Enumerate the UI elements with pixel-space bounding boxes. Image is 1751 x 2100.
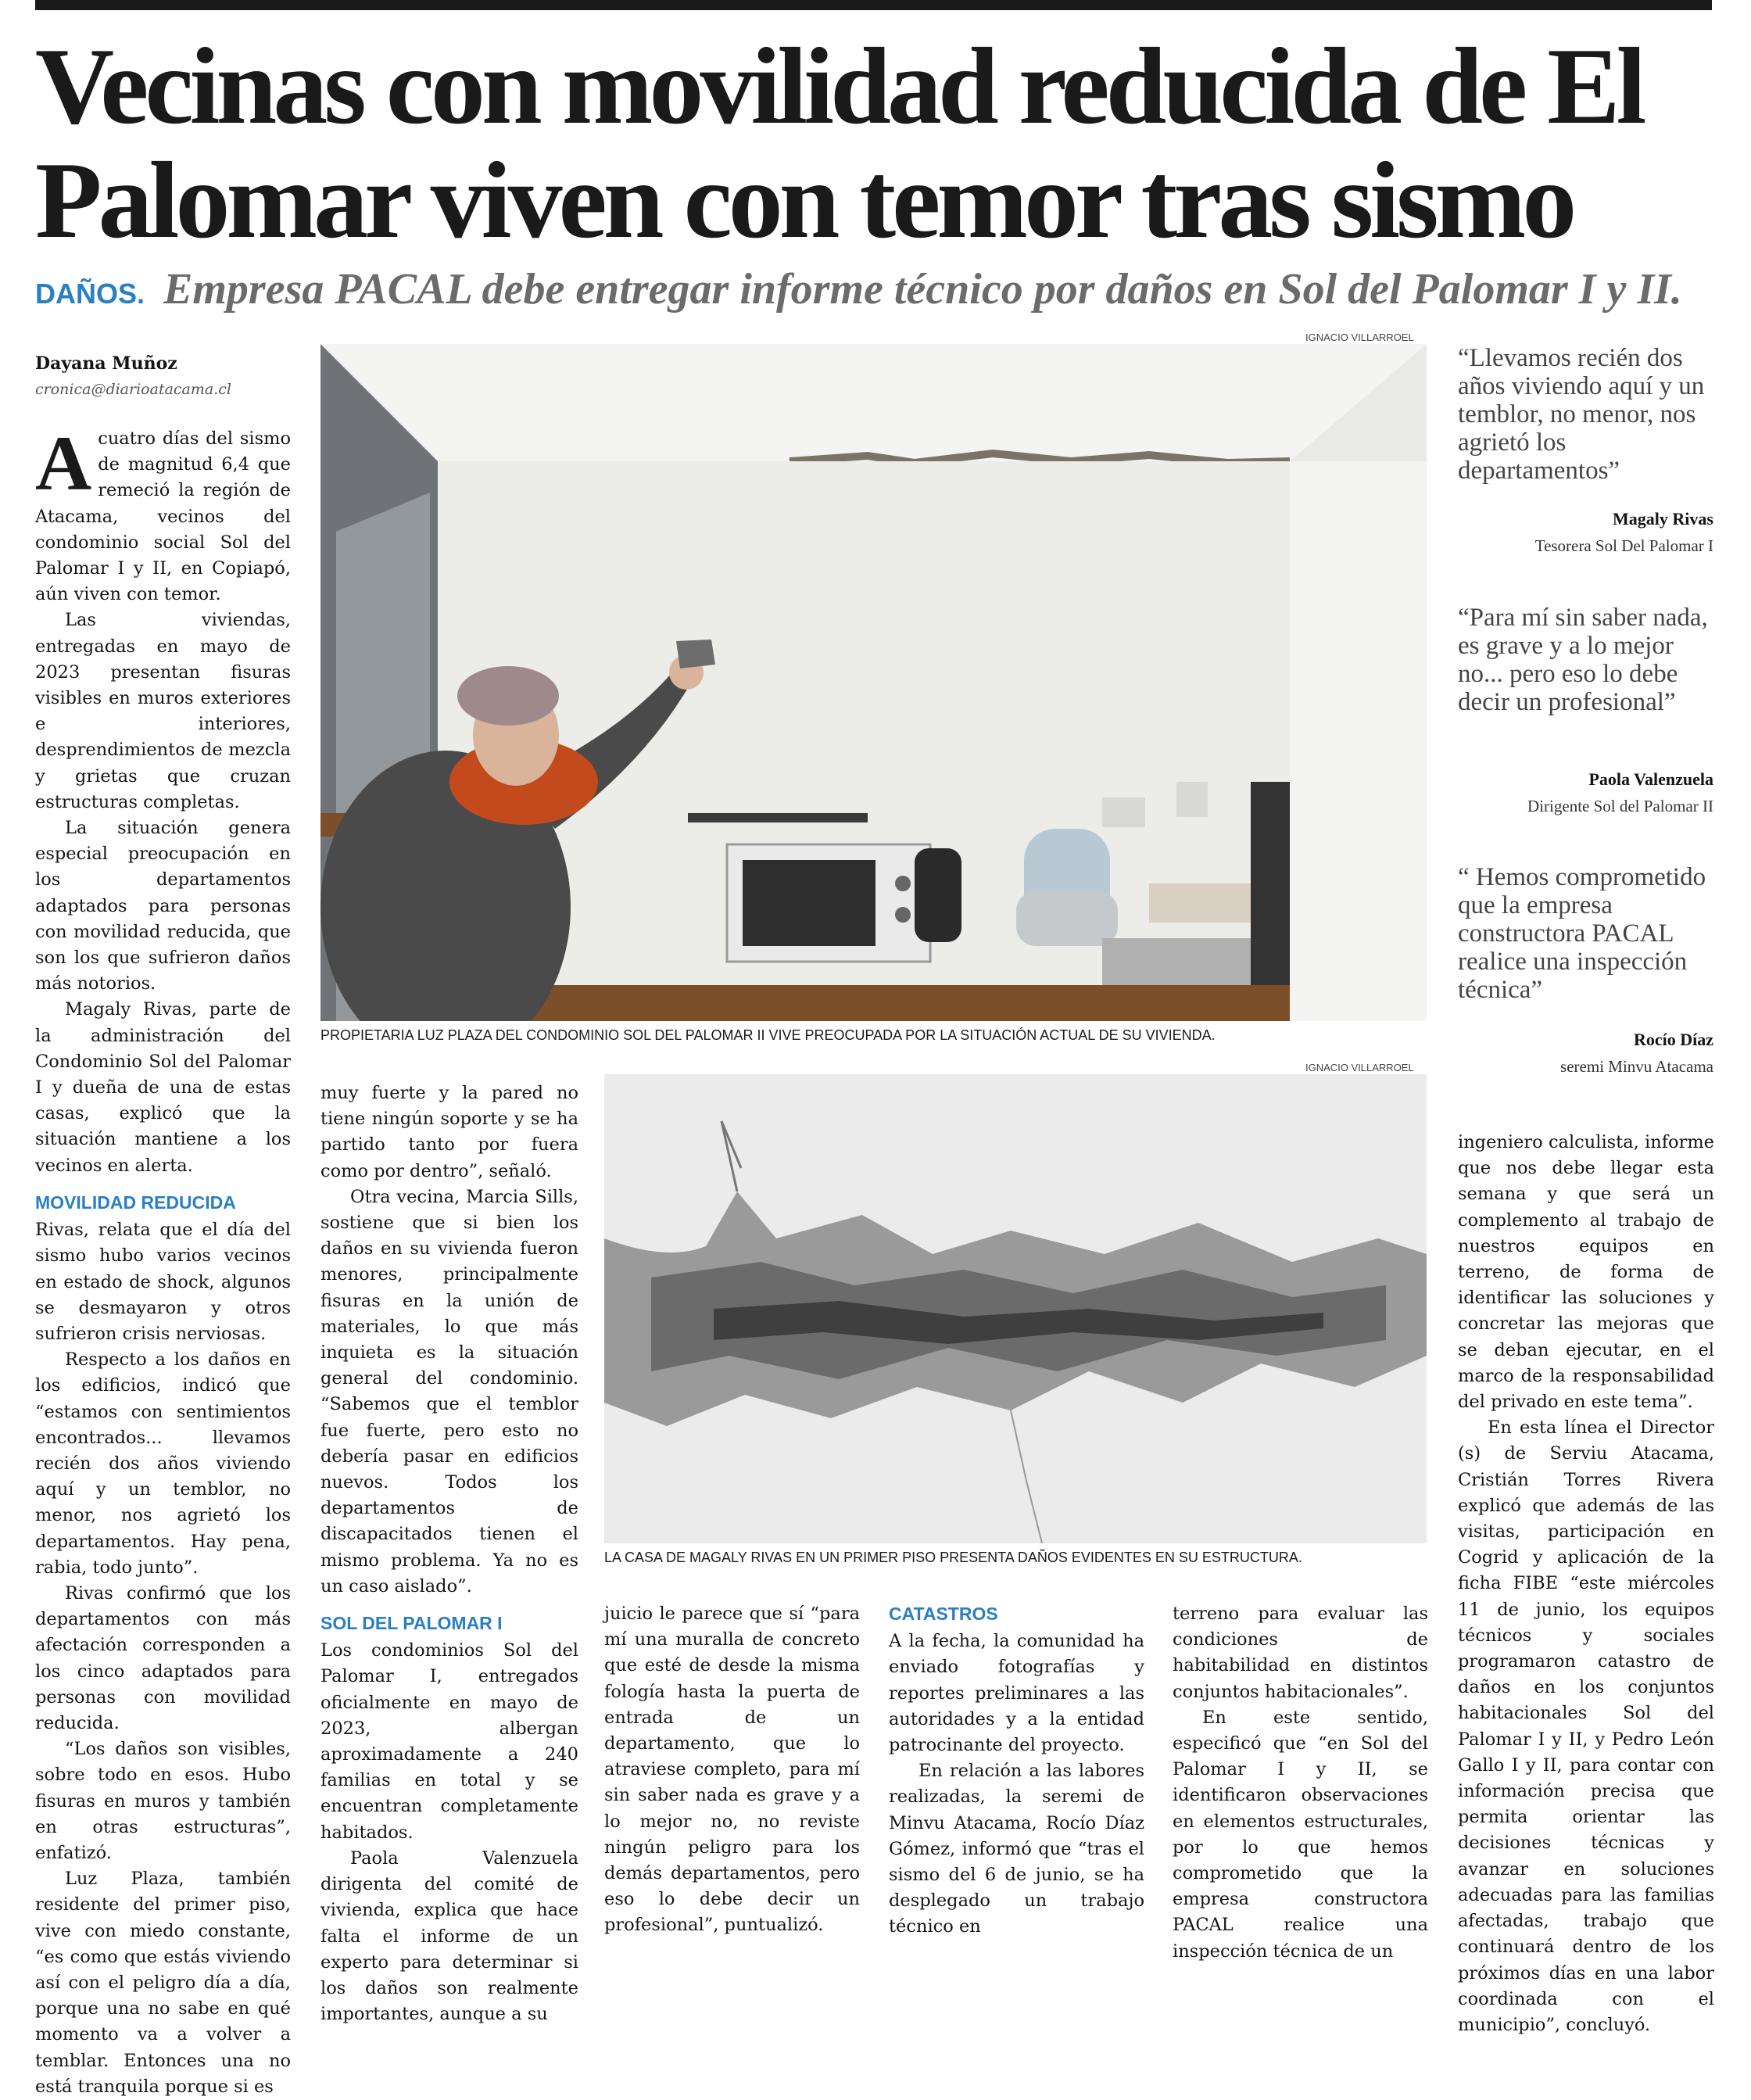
paragraph: En relación a las labores realizadas, la seremi de Minvu Atacama, Rocío Díaz Gómez, informó que “tras el sismo del 6 de junio, se ha desplegado un trabajo técnico en (889, 1761, 1144, 1937)
subhead-sol-del-palomar: SOL DEL PALOMAR I (320, 1613, 503, 1634)
quote-3-role: seremi Minvu Atacama (1560, 1057, 1713, 1076)
quote-1-name: Magaly Rivas (1613, 509, 1713, 529)
photo-caption-bottom: LA CASA DE MAGALY RIVAS EN UN PRIMER PISO PRESENTA DAÑOS EVIDENTES EN SU ESTRUCTURA. (604, 1550, 1302, 1565)
paragraph: terreno para evaluar las condiciones de habitabilidad en distintos conjuntos habitacionales”. (1173, 1604, 1428, 1702)
lead-paragraph: Acuatro días del sismo de magnitud 6,4 que remeció la región de Atacama, vecinos del condominio social Sol del Palomar I y II, en Copiapó, aún viven con temor. (35, 420, 291, 605)
paragraph: Los condominios Sol del Palomar I, entregados oficialmente en mayo de 2023, albergan aproximadamente a 240 familias en total y se encuentran completamente habitados. (320, 1640, 578, 1843)
paragraph: La situación genera especial preocupación en los departamentos adaptados para personas con movilidad reducida, que son los que sufrieron daños más notorios. (35, 818, 291, 994)
photo-wall-crack (604, 1074, 1427, 1543)
byline-author: Dayana Muñoz (35, 353, 177, 374)
headline: Vecinas con movilidad reducida de El Palomar viven con temor tras sismo (35, 26, 1643, 261)
body-column-4 (889, 1601, 1144, 1941)
photo-credit-bottom: IGNACIO VILLARROEL (1305, 1062, 1414, 1073)
photo-caption-top: PROPIETARIA LUZ PLAZA DEL CONDOMINIO SOL DEL PALOMAR II VIVE PREOCUPADA POR LA SITUACIÓN ACTUAL DE SU VIVIENDA. (320, 1027, 1216, 1043)
paragraph: Magaly Rivas, parte de la administración del Condominio Sol del Palomar I y dueña de una de estas casas, explicó que la situación mantiene a los vecinos en alerta. (35, 999, 291, 1176)
subhead-catastros: CATASTROS (889, 1604, 998, 1624)
paragraph: Respecto a los daños en los edificios, indicó que “estamos con sentimientos encontrados... llevamos recién dos años viviendo aquí y un temblor, no menor, nos agrietó los departamentos. Hay pena, rabia, todo junto”. (35, 1349, 291, 1578)
section-tag: DAÑOS. (35, 278, 145, 310)
paragraph: En esta línea el Director (s) de Serviu Atacama, Cristián Torres Rivera explicó que además de las visitas, participación en Cogrid y aplicación de la ficha FIBE “este miércoles 11 de junio, los equipos técnicos y sociales programaron catastro de daños en los conjuntos habitacionales Sol del Palomar I y II, y Pedro León Gallo I y II, para contar con información precisa que permita orientar las decisiones técnicas y avanzar en soluciones adecuadas para las familias afectadas, trabajo que continuará dentro de los próximos días en una labor coordinada con el municipio”, concluyó. (1458, 1417, 1714, 2035)
paragraph: Paola Valenzuela dirigenta del comité de vivienda, explica que hace falta el informe de un experto para determinar si los daños son realmente importantes, aunque a su (320, 1847, 578, 2025)
deck (35, 264, 1716, 314)
body-column-2 (320, 1080, 578, 2027)
paragraph: muy fuerte y la pared no tiene ningún soporte y se ha partido tanto por fuera como por dentro”, señaló. (320, 1083, 578, 1181)
deck-text: Empresa PACAL debe entregar informe técnico por daños en Sol del Palomar I y II. (163, 265, 1682, 314)
paragraph: “Los daños son visibles, sobre todo en esos. Hubo fisuras en muros y también en otras estructuras”, enfatizó. (35, 1739, 291, 1863)
photo-credit-top: IGNACIO VILLARROEL (1305, 331, 1414, 343)
paragraph: En este sentido, especificó que “en Sol del Palomar I y II, se identificaron observaciones en elementos estructurales, por lo que hemos comprometido que la empresa constructora PACAL realice una inspección técnica de un (1173, 1707, 1428, 1962)
body-column-1 (35, 420, 291, 2100)
quote-3-name: Rocío Díaz (1633, 1030, 1713, 1049)
paragraph: juicio le parece que sí “para mí una muralla de concreto que esté de desde la misma fología hasta la puerta de entrada de un departamento, que lo atraviese completo, para mí sin saber nada es grave y a lo mejor no, no reviste ningún peligro para los demás departamentos, pero eso lo debe decir un profesional”, puntualizó. (604, 1604, 860, 1936)
quote-2-role: Dirigente Sol del Palomar II (1527, 797, 1713, 815)
photo-kitchen-illustration (320, 344, 1427, 1021)
paragraph: ingeniero calculista, informe que nos debe llegar esta semana y que será un complemento al trabajo de nuestros equipos en terreno, de forma de identificar las soluciones y concretar las mejoras que se deban ejecutar, en el marco de la responsabilidad del privado en este tema”. (1458, 1132, 1714, 1413)
paragraph: Otra vecina, Marcia Sills, sostiene que si bien los daños en su vivienda fueron menores, principalmente fisuras en la unión de materiales, lo que más inquieta es la situación general del condominio. “Sabemos que el temblor fue fuerte, pero esto no debería pasar en edificios nuevos. Todos los departamentos de discapacitados tienen el mismo problema. Ya no es un caso aislado”. (320, 1186, 578, 1597)
pull-quote-3: “ Hemos comprometido que la empresa constructora PACAL realice una inspección técnica” (1458, 863, 1706, 1004)
dropcap: A (35, 420, 92, 507)
subhead-movilidad: MOVILIDAD REDUCIDA (35, 1192, 236, 1213)
photo-crack-illustration (604, 1074, 1427, 1543)
byline-email: cronica@diarioatacama.cl (35, 381, 231, 398)
paragraph: Rivas confirmó que los departamentos con más afectación corresponden a los cinco adaptados para personas con movilidad reducida. (35, 1582, 291, 1733)
paragraph: A la fecha, la comunidad ha enviado fotografías y reportes preliminares a las autoridades y a la entidad patrocinante del proyecto. (889, 1631, 1144, 1756)
paragraph: Las viviendas, entregadas en mayo de 2023 presentan fisuras visibles en muros exteriores e interiores, desprendimientos de mezcla y grietas que cruzan estructuras completas. (35, 610, 291, 812)
body-column-5 (1173, 1601, 1428, 1965)
body-column-6 (1458, 1130, 1714, 2038)
photo-kitchen (320, 344, 1427, 1021)
pull-quote-1: “Llevamos recién dos años viviendo aquí y un temblor, no menor, nos agrietó los departamentos” (1458, 344, 1705, 485)
quote-2-name: Paola Valenzuela (1588, 769, 1713, 789)
body-column-3 (604, 1601, 860, 1939)
top-rule (35, 0, 1712, 10)
pull-quote-2: “Para mí sin saber nada, es grave y a lo mejor no... pero eso lo debe decir un profesional” (1458, 604, 1708, 716)
quote-1-role: Tesorera Sol Del Palomar I (1534, 536, 1713, 555)
paragraph: Rivas, relata que el día del sismo hubo varios vecinos en estado de shock, algunos se desmayaron y otros sufrieron crisis nerviosas. (35, 1220, 291, 1344)
paragraph: Luz Plaza, también residente del primer piso, vive con miedo constante, “es como que estás viviendo así con el peligro día a día, porque una no sabe en qué momento va a volver a temblar. Entonces una no está tranquila porque si es (35, 1869, 291, 2097)
